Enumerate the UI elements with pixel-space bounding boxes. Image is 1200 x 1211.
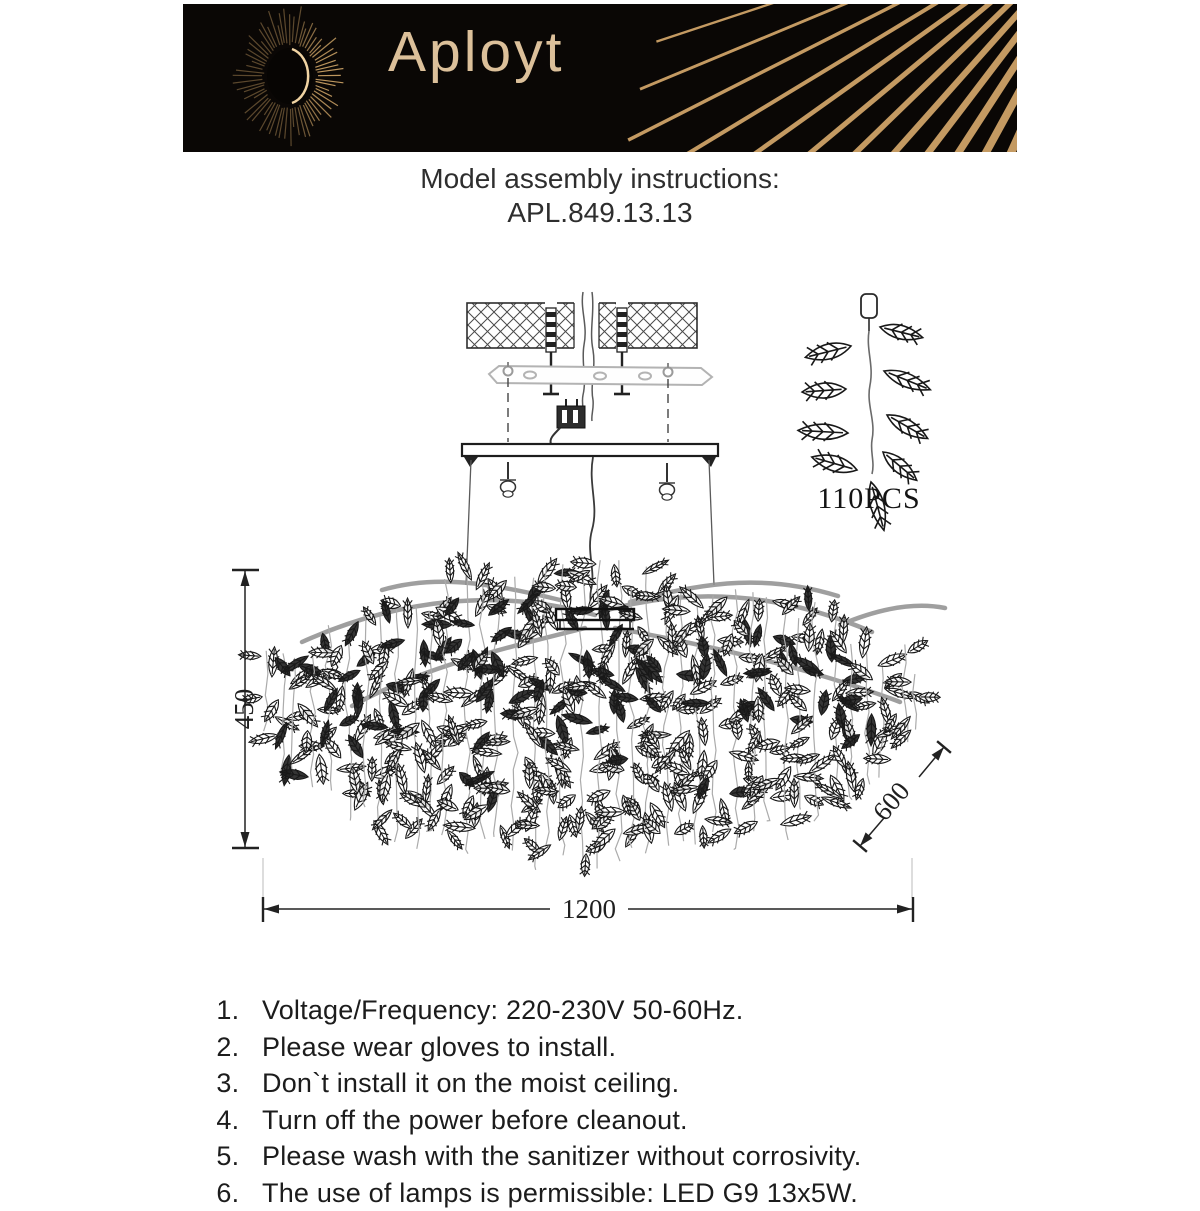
instructions-list <box>205 992 1017 1211</box>
brand-text: Aployt <box>388 24 564 81</box>
screw-cap <box>500 462 516 497</box>
mounting-strip <box>489 362 712 385</box>
dimension-height-label: 450 <box>229 689 259 730</box>
page-title: Model assembly instructions: <box>183 162 1017 196</box>
model-number: APL.849.13.13 <box>183 196 1017 230</box>
instruction-item: 1. Voltage/Frequency: 220-230V 50-60Hz. <box>247 992 1017 1029</box>
instruction-item: 6. The use of lamps is permissible: LED G9 13x5W. <box>247 1175 1017 1211</box>
instruction-item: 2. Please wear gloves to install. <box>247 1029 1017 1066</box>
dimension-depth-label: 600 <box>867 776 916 826</box>
parts-count-label: 110PCS <box>817 482 920 515</box>
instruction-item: 5. Please wash with the sanitizer without corrosivity. <box>247 1138 1017 1175</box>
wire-connector <box>550 399 585 444</box>
mounting-plate <box>462 444 718 456</box>
instructions-section <box>205 992 1017 1211</box>
chandelier-drawing <box>238 550 945 876</box>
leaf-strand-detail <box>798 294 934 532</box>
instruction-item: 3. Don`t install it on the moist ceiling. <box>247 1065 1017 1102</box>
instruction-item: 4. Turn off the power before cleanout. <box>247 1102 1017 1139</box>
dimension-450 <box>229 570 259 848</box>
screw-cap <box>659 463 675 500</box>
dimension-width-label: 1200 <box>562 894 616 924</box>
chandelier-foliage <box>238 550 940 876</box>
